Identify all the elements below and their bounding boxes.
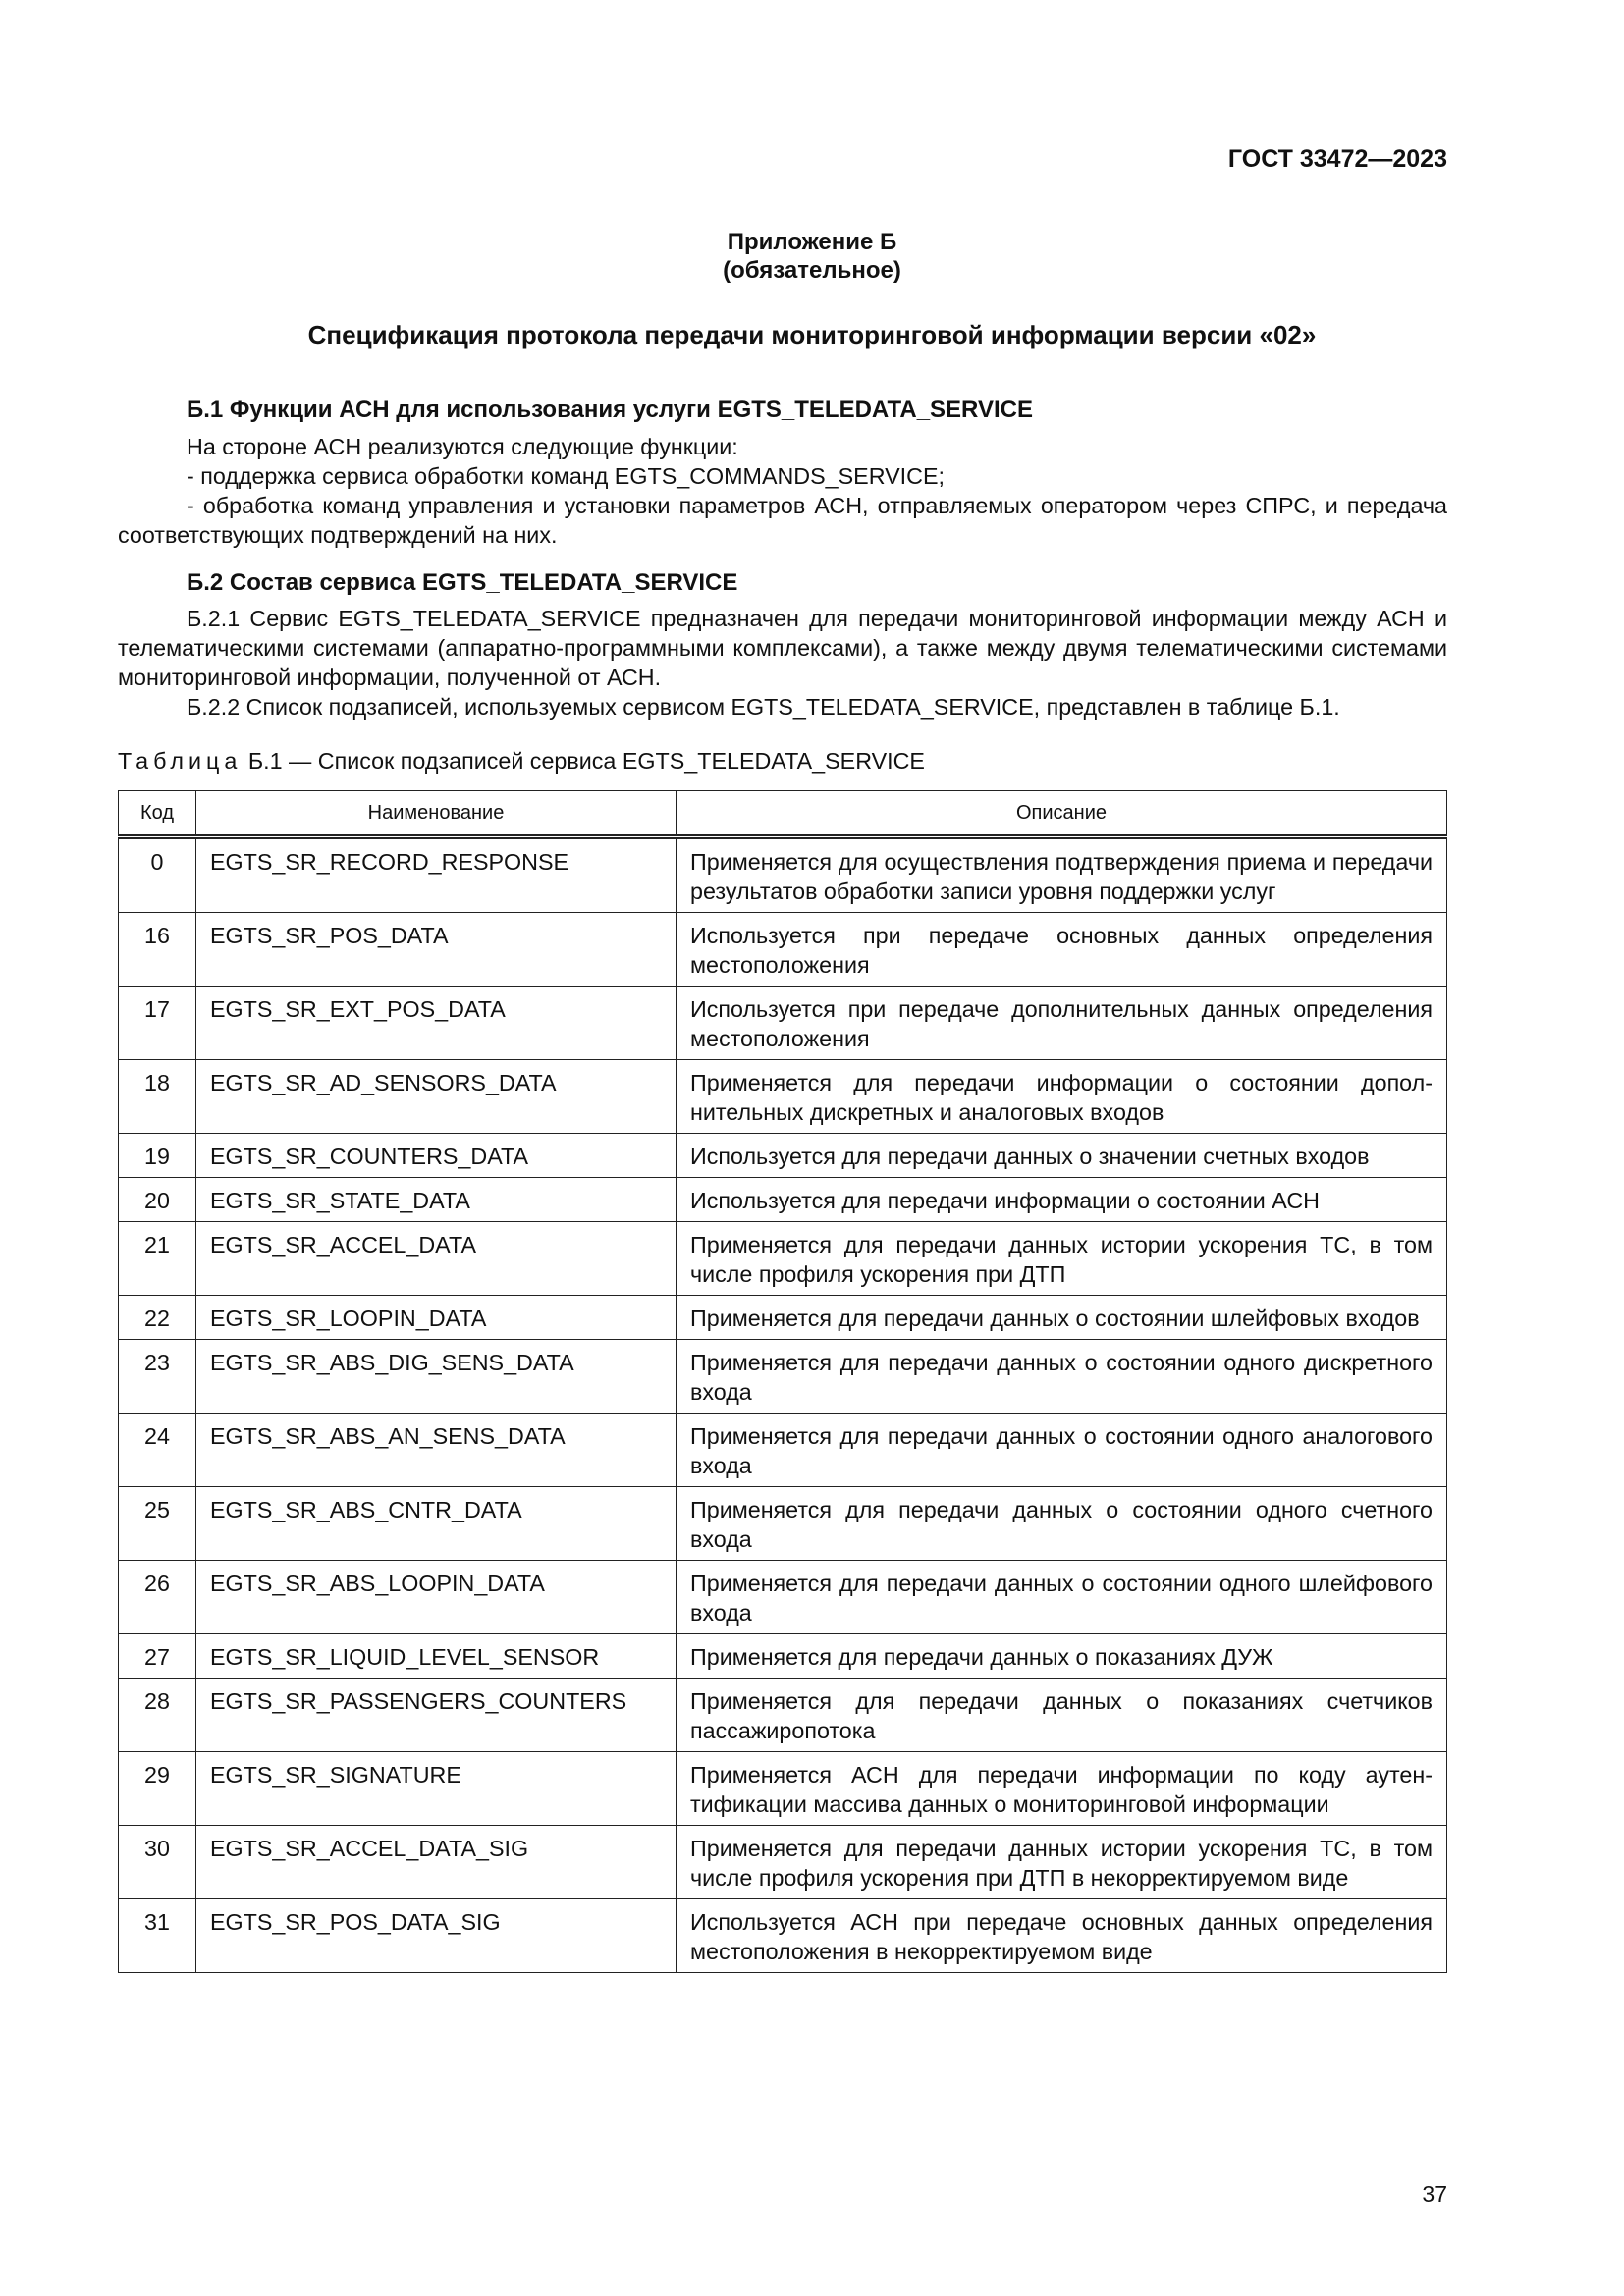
cell-name: EGTS_SR_POS_DATA (196, 913, 677, 987)
cell-name: EGTS_SR_AD_SENSORS_DATA (196, 1060, 677, 1134)
table-row (119, 1634, 1447, 1679)
table-row (119, 1679, 1447, 1752)
cell-name: EGTS_SR_LIQUID_LEVEL_SENSOR (196, 1634, 677, 1679)
paragraph: Б.2.2 Список подзаписей, используемых сервисом EGTS_TELEDATA_SERVICE, представлен в таблице Б.1. (187, 694, 1340, 720)
table-row (119, 1899, 1447, 1973)
cell-code: 17 (119, 987, 196, 1060)
cell-name: EGTS_SR_EXT_POS_DATA (196, 987, 677, 1060)
table-caption-label: Таблица (118, 748, 243, 774)
cell-name: EGTS_SR_POS_DATA_SIG (196, 1899, 677, 1973)
cell-name: EGTS_SR_ACCEL_DATA_SIG (196, 1826, 677, 1899)
cell-code: 28 (119, 1679, 196, 1752)
cell-description: Используется для передачи информации о состоянии АСН (677, 1178, 1447, 1222)
header-description: Описание (677, 791, 1447, 837)
main-title: Спецификация протокола передачи мониторинговой информации версии «02» (307, 320, 1317, 349)
table-row (119, 1487, 1447, 1561)
subrecords-table (118, 790, 1447, 1973)
header-code: Код (119, 791, 196, 837)
section-b2-heading: Б.2 Состав сервиса EGTS_TELEDATA_SERVICE (187, 569, 738, 596)
table-row (119, 1340, 1447, 1414)
cell-description: Применяется АСН для передачи информации по коду аутентификации массива данных о мониторинговой информации (677, 1752, 1447, 1826)
table-row (119, 1296, 1447, 1340)
table-header-row (119, 791, 1447, 837)
cell-code: 18 (119, 1060, 196, 1134)
cell-description: Используется АСН при передаче основных данных определения местоположения в некорректируемом виде (677, 1899, 1447, 1973)
table-row (119, 1060, 1447, 1134)
paragraph: - поддержка сервиса обработки команд EGTS_COMMANDS_SERVICE; (187, 463, 945, 489)
cell-name: EGTS_SR_PASSENGERS_COUNTERS (196, 1679, 677, 1752)
table-row (119, 1134, 1447, 1178)
section-b1-body (118, 432, 1447, 550)
cell-code: 19 (119, 1134, 196, 1178)
cell-description: Применяется для передачи данных истории ускорения ТС, в том числе профиля ускорения при ДТП в некорректируемом виде (677, 1826, 1447, 1899)
cell-name: EGTS_SR_ABS_AN_SENS_DATA (196, 1414, 677, 1487)
cell-name: EGTS_SR_ABS_DIG_SENS_DATA (196, 1340, 677, 1414)
table-row (119, 1561, 1447, 1634)
section-b1-heading: Б.1 Функции АСН для использования услуги EGTS_TELEDATA_SERVICE (187, 397, 1033, 423)
cell-code: 22 (119, 1296, 196, 1340)
cell-name: EGTS_SR_LOOPIN_DATA (196, 1296, 677, 1340)
table-row (119, 913, 1447, 987)
table-row (119, 1222, 1447, 1296)
cell-description: Применяется для передачи данных о показаниях счетчиков пассажиропотока (677, 1679, 1447, 1752)
cell-description: Используется для передачи данных о значении счетных входов (677, 1134, 1447, 1178)
cell-name: EGTS_SR_ACCEL_DATA (196, 1222, 677, 1296)
cell-code: 0 (119, 837, 196, 913)
cell-code: 20 (119, 1178, 196, 1222)
paragraph: На стороне АСН реализуются следующие функции: (187, 434, 738, 459)
cell-description: Применяется для передачи данных о состоянии одного счетного входа (677, 1487, 1447, 1561)
cell-code: 29 (119, 1752, 196, 1826)
cell-code: 25 (119, 1487, 196, 1561)
appendix-heading (0, 228, 1624, 285)
cell-description: Применяется для передачи данных о состоянии одного дискретного входа (677, 1340, 1447, 1414)
cell-name: EGTS_SR_COUNTERS_DATA (196, 1134, 677, 1178)
cell-code: 27 (119, 1634, 196, 1679)
table-row (119, 1178, 1447, 1222)
cell-code: 26 (119, 1561, 196, 1634)
cell-code: 21 (119, 1222, 196, 1296)
table-row (119, 1414, 1447, 1487)
table-row (119, 837, 1447, 913)
cell-name: EGTS_SR_STATE_DATA (196, 1178, 677, 1222)
table-caption-text: Б.1 — Список подзаписей сервиса EGTS_TELEDATA_SERVICE (247, 748, 925, 774)
page-number: 37 (1422, 2181, 1447, 2207)
cell-code: 30 (119, 1826, 196, 1899)
section-b2-body (118, 604, 1447, 721)
cell-name: EGTS_SR_ABS_LOOPIN_DATA (196, 1561, 677, 1634)
cell-name: EGTS_SR_RECORD_RESPONSE (196, 837, 677, 913)
appendix-title: Приложение Б (727, 229, 897, 255)
cell-code: 24 (119, 1414, 196, 1487)
table-row (119, 987, 1447, 1060)
table-row (119, 1752, 1447, 1826)
cell-description: Применяется для передачи данных истории ускорения ТС, в том числе профиля ускорения при ДТП (677, 1222, 1447, 1296)
paragraph: - обработка команд управления и установки параметров АСН, отправляемых оператором через СПРС, и передача соответствующих подтверждений на них. (118, 493, 1447, 548)
cell-name: EGTS_SR_SIGNATURE (196, 1752, 677, 1826)
document-id: ГОСТ 33472—2023 (1227, 145, 1447, 173)
appendix-status: (обязательное) (723, 257, 901, 284)
header-name: Наименование (196, 791, 677, 837)
table-caption (118, 748, 925, 774)
cell-description: Применяется для передачи информации о состоянии дополнительных дискретных и аналоговых входов (677, 1060, 1447, 1134)
cell-description: Применяется для осуществления подтверждения приема и передачи результатов обработки записи уровня поддержки услуг (677, 837, 1447, 913)
cell-description: Используется при передаче основных данных определения местоположения (677, 913, 1447, 987)
cell-code: 31 (119, 1899, 196, 1973)
cell-description: Применяется для передачи данных о состоянии шлейфовых входов (677, 1296, 1447, 1340)
cell-description: Применяется для передачи данных о показаниях ДУЖ (677, 1634, 1447, 1679)
cell-code: 16 (119, 913, 196, 987)
paragraph: Б.2.1 Сервис EGTS_TELEDATA_SERVICE предназначен для передачи мониторинговой информации между АСН и телематическими системами (аппаратно-программными комплексами), а также между двумя телематическими системами мониторинговой информации, полученной от АСН. (118, 606, 1447, 690)
cell-description: Применяется для передачи данных о состоянии одного шлейфового входа (677, 1561, 1447, 1634)
cell-description: Применяется для передачи данных о состоянии одного аналогового входа (677, 1414, 1447, 1487)
table-row (119, 1826, 1447, 1899)
cell-name: EGTS_SR_ABS_CNTR_DATA (196, 1487, 677, 1561)
cell-description: Используется при передаче дополнительных данных определения местоположения (677, 987, 1447, 1060)
cell-code: 23 (119, 1340, 196, 1414)
